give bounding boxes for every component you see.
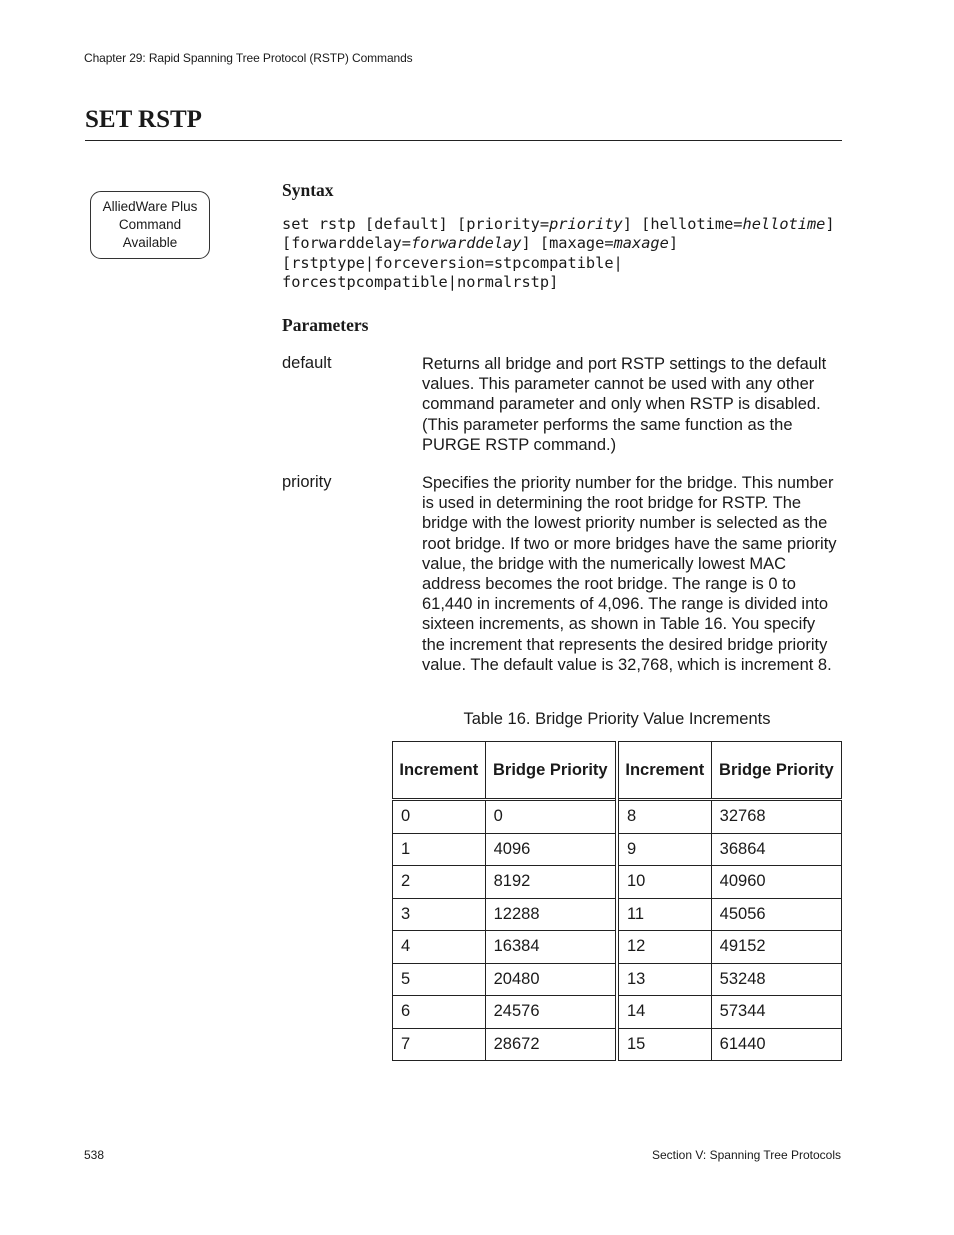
increment-cell: 6	[393, 996, 486, 1029]
running-footer-section: Section V: Spanning Tree Protocols	[652, 1148, 841, 1162]
increment-cell: 13	[617, 963, 711, 996]
syntax-placeholder: hellotime	[742, 215, 826, 233]
syntax-text: ] [hellotime=	[622, 215, 743, 233]
syntax-placeholder: maxage	[613, 234, 669, 253]
bridge-priority-cell: 12288	[485, 898, 617, 931]
badge-line-1: AlliedWare Plus	[102, 199, 198, 214]
increment-cell: 12	[617, 931, 711, 964]
badge-line-3: Available	[122, 235, 178, 250]
table-row	[393, 800, 842, 834]
title-divider	[85, 140, 842, 141]
increment-cell: 11	[617, 898, 711, 931]
syntax-text: ] [maxage=	[521, 234, 614, 253]
increment-cell: 3	[393, 898, 486, 931]
table-row	[393, 898, 842, 931]
increment-cell: 8	[617, 800, 711, 834]
syntax-placeholder: forwarddelay	[410, 234, 522, 253]
increment-cell: 0	[393, 800, 486, 834]
increment-cell: 10	[617, 866, 711, 899]
bridge-priority-cell: 28672	[485, 1028, 617, 1061]
bridge-priority-cell: 45056	[711, 898, 841, 931]
increment-cell: 2	[393, 866, 486, 899]
param-description-priority: Specifies the priority number for the bridge. This number is used in determining the root bridge for RSTP. The bridge with the lowest priority number is selected as the root bridge. If two or more bridges have the same priority value, the bridge with the numerically lowest MAC address becomes the root bridge. The range is 0 to 61,440 in increments of 4,096. The range is divided into sixteen increments, as shown in Table 16. You specify the increment that represents the desired bridge priority value. The default value is 32,768, which is increment 8.	[422, 474, 837, 674]
syntax-text: forcestpcompatible|normalrstp]	[282, 272, 559, 291]
syntax-text: ]	[825, 215, 835, 233]
syntax-heading: Syntax	[282, 180, 334, 200]
bridge-priority-cell: 4096	[485, 833, 617, 866]
bridge-priority-cell: 20480	[485, 963, 617, 996]
bridge-priority-cell: 0	[485, 800, 617, 834]
bridge-priority-cell: 32768	[711, 800, 841, 834]
bridge-priority-cell: 16384	[485, 931, 617, 964]
table-row	[393, 866, 842, 899]
syntax-text: [rstptype|forceversion=stpcompatible|	[282, 253, 623, 272]
alliedware-plus-badge	[90, 191, 210, 259]
bridge-priority-cell: 8192	[485, 866, 617, 899]
syntax-line	[282, 254, 835, 273]
syntax-line	[282, 234, 835, 253]
syntax-text: set rstp [default] [priority=	[282, 215, 550, 233]
column-header-bridge-priority: Bridge Priority	[485, 742, 617, 800]
table-row	[393, 931, 842, 964]
bridge-priority-cell: 24576	[485, 996, 617, 1029]
bridge-priority-cell: 40960	[711, 866, 841, 899]
syntax-line	[282, 215, 835, 234]
bridge-priority-cell: 53248	[711, 963, 841, 996]
table-row	[393, 996, 842, 1029]
syntax-placeholder: priority	[549, 215, 623, 233]
column-header-increment: Increment	[617, 742, 711, 800]
syntax-text: [forwarddelay=	[282, 234, 411, 253]
page-number: 538	[84, 1148, 105, 1162]
param-description-default: Returns all bridge and port RSTP settings to the default values. This parameter cannot be used with any other command parameter and only when RSTP is disabled. (This parameter performs the same function as the PURGE RSTP command.)	[422, 355, 827, 454]
table-header-row	[393, 742, 842, 800]
increment-cell: 15	[617, 1028, 711, 1061]
increment-cell: 4	[393, 931, 486, 964]
column-header-bridge-priority: Bridge Priority	[711, 742, 841, 800]
parameters-heading: Parameters	[282, 315, 369, 335]
syntax-code-block	[282, 215, 835, 292]
bridge-priority-cell: 61440	[711, 1028, 841, 1061]
bridge-priority-cell: 57344	[711, 996, 841, 1029]
badge-line-2: Command	[118, 217, 182, 232]
param-name-priority: priority	[282, 473, 332, 491]
syntax-text: ]	[668, 234, 679, 253]
table-row	[393, 963, 842, 996]
running-header: Chapter 29: Rapid Spanning Tree Protocol (RSTP) Commands	[84, 51, 413, 65]
bridge-priority-cell: 36864	[711, 833, 841, 866]
table-caption: Table 16. Bridge Priority Value Increments	[463, 710, 771, 728]
page-title: SET RSTP	[85, 106, 202, 133]
increment-cell: 14	[617, 996, 711, 1029]
increment-cell: 7	[393, 1028, 486, 1061]
increment-cell: 1	[393, 833, 486, 866]
table-row	[393, 1028, 842, 1061]
param-name-default: default	[282, 354, 332, 372]
bridge-priority-table	[392, 741, 842, 1061]
syntax-line	[282, 273, 835, 292]
table-row	[393, 833, 842, 866]
column-header-increment: Increment	[393, 742, 486, 800]
increment-cell: 5	[393, 963, 486, 996]
bridge-priority-cell: 49152	[711, 931, 841, 964]
increment-cell: 9	[617, 833, 711, 866]
